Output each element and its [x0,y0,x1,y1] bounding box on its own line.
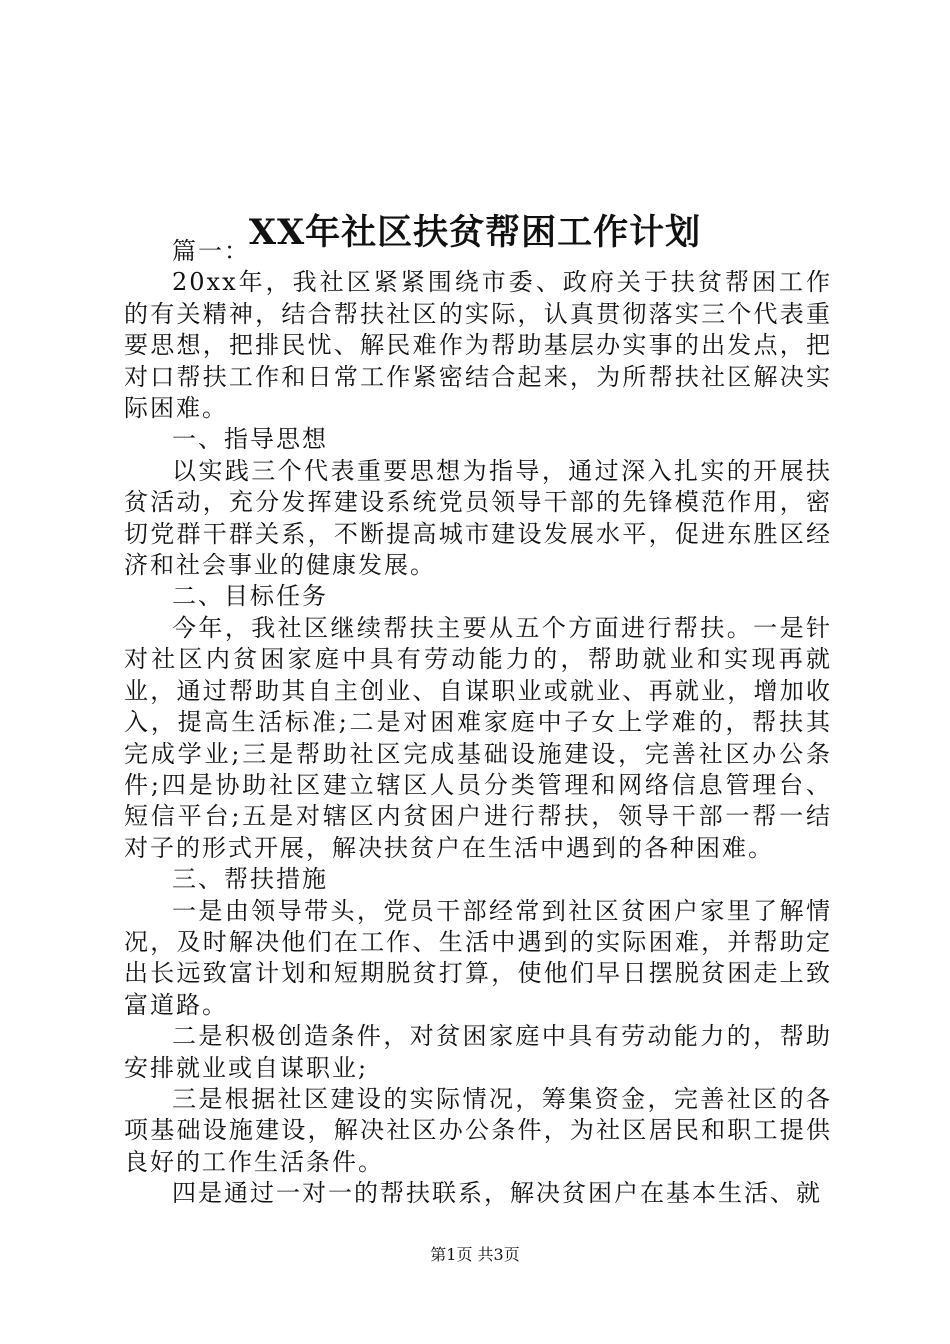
paragraph-intro: 20xx年，我社区紧紧围绕市委、政府关于扶贫帮困工作的有关精神，结合帮扶社区的实际，认真贯彻落实三个代表重要思想，把排民忧、解民难作为帮助基层办实事的出发点，把对口帮扶工作和日常工作紧密结合起来，为所帮扶社区解决实际困难。 [124,268,832,423]
paragraph-measure-3: 三是根据社区建设的实际情况，筹集资金，完善社区的各项基础设施建设，解决社区办公条件，为社区居民和职工提供良好的工作生活条件。 [124,1084,832,1176]
document-title: XX年社区扶贫帮困工作计划 [248,212,702,254]
page-footer: 第1页 共3页 [430,1245,520,1264]
section-heading-measures: 三、帮扶措施 [172,865,328,894]
section-heading-guiding-thought: 一、指导思想 [172,425,328,454]
paragraph-guiding-thought: 以实践三个代表重要思想为指导，通过深入扎实的开展扶贫活动，充分发挥建设系统党员领导干部的先锋模范作用，密切党群干群关系，不断提高城市建设发展水平，促进东胜区经济和社会事业的健康发展。 [124,456,832,580]
section-heading-goals: 二、目标任务 [172,582,328,611]
paragraph-intro-label: 篇一： [172,237,250,265]
paragraph-measure-2: 二是积极创造条件，对贫困家庭中具有劳动能力的，帮助安排就业或自谋职业; [124,1022,832,1082]
paragraph-goals: 今年，我社区继续帮扶主要从五个方面进行帮扶。一是针对社区内贫困家庭中具有劳动能力的，帮助就业和实现再就业，通过帮助其自主创业、自谋职业或就业、再就业，增加收入，提高生活标准;二是对困难家庭中子女上学难的，帮扶其完成学业;三是帮助社区完成基础设施建设，完善社区办公条件;四是协助社区建立辖区人员分类管理和网络信息管理台、短信平台;五是对辖区内贫困户进行帮扶，领导干部一帮一结对子的形式开展，解决扶贫户在生活中遇到的各种困难。 [124,613,832,862]
paragraph-measure-4: 四是通过一对一的帮扶联系，解决贫困户在基本生活、就 [172,1179,822,1208]
paragraph-measure-1: 一是由领导带头，党员干部经常到社区贫困户家里了解情况，及时解决他们在工作、生活中遇到的实际困难，并帮助定出长远致富计划和短期脱贫打算，使他们早日摆脱贫困走上致富道路。 [124,896,832,1019]
document-body [124,236,832,1210]
